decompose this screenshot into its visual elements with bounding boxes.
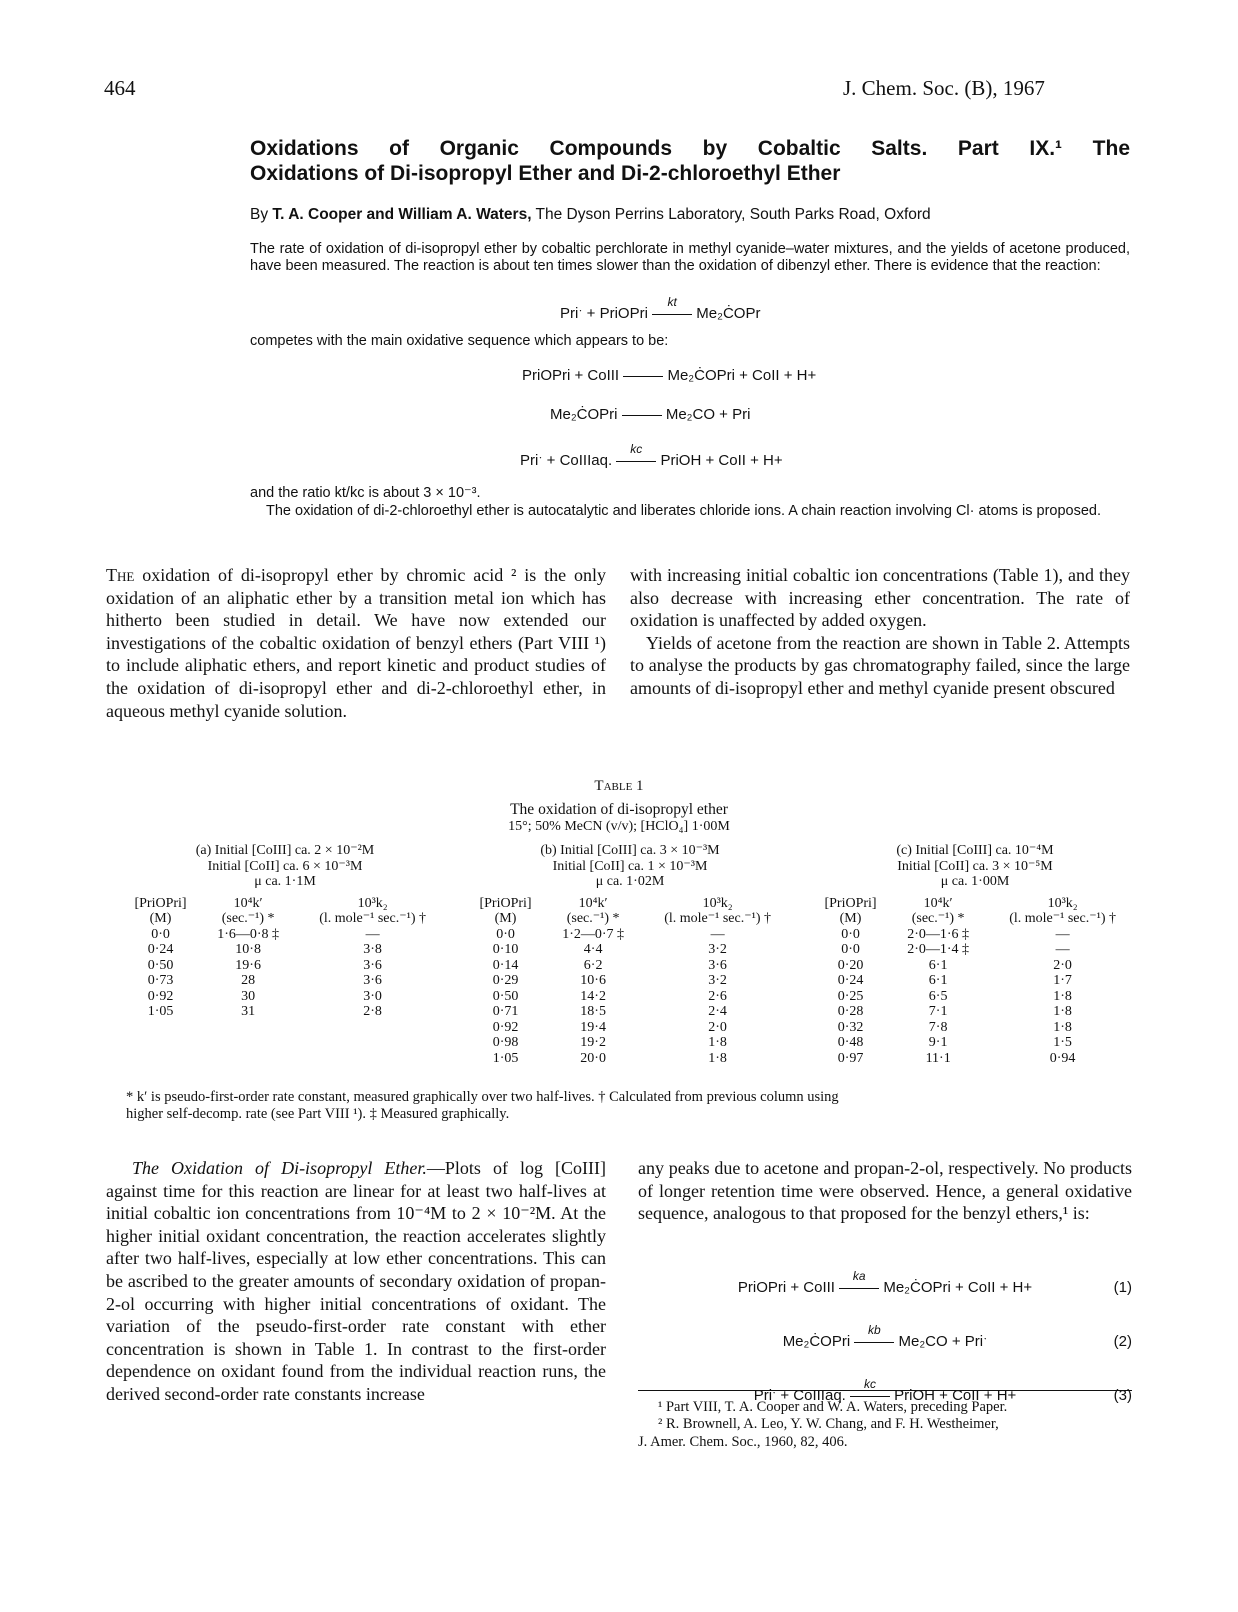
table-cell: 0·71 [492, 1004, 519, 1019]
table-cell: 1·05 [492, 1050, 519, 1066]
table-row [810, 927, 1140, 943]
table-cell: 0·29 [492, 973, 519, 988]
table-cell: 0·0 [151, 926, 170, 942]
table-cell: 1·8 [708, 1050, 727, 1066]
table-header-row [465, 896, 795, 912]
table-cell: 0·28 [837, 1004, 864, 1019]
table-cell: 10·6 [580, 973, 606, 988]
table-cell: 0·0 [841, 942, 860, 957]
table-condition: μ ca. 1·1M [254, 874, 316, 889]
abstract-equation-3 [550, 406, 750, 423]
table-cell: 1·2—0·7 ‡ [562, 926, 625, 942]
table-condition: Initial [CoII] ca. 6 × 10⁻³M [207, 858, 363, 874]
table-condition: (a) Initial [CoIII] ca. 2 × 10⁻²M [195, 843, 375, 858]
table-cell: 1·8 [708, 1035, 727, 1050]
table-cell: 0·24 [837, 973, 864, 988]
reaction-arrow [839, 1268, 879, 1289]
table-cell: 0·50 [147, 957, 174, 973]
table-cell: (M) [149, 911, 172, 926]
intro-column-2-para-2: Yields of acetone from the reaction are shown in Table 2. Attempts to analyse the products by gas chromatography failed, since the large amounts of di-isopropyl ether and methyl cyanide present obscured [630, 632, 1130, 698]
table-row [465, 927, 795, 943]
table-cell: 2·0 [708, 1019, 727, 1035]
table-cell: 31 [241, 1004, 256, 1019]
table-cell: 19·2 [580, 1035, 606, 1050]
table-caption-2: 15°; 50% MeCN (v/v); [HClO₄] 1·00M [508, 819, 730, 834]
footnote-divider [638, 1390, 1132, 1391]
equation-number: (2) [1113, 1333, 1132, 1350]
table-cell: 3·2 [708, 942, 727, 957]
table-cell: 1·8 [1053, 1019, 1072, 1035]
table-cell: 0·48 [837, 1035, 864, 1050]
table-row [465, 1004, 795, 1020]
footnote-1: ¹ Part VIII, T. A. Cooper and W. A. Waters, preceding Paper. [658, 1399, 1008, 1415]
table-set-1 [120, 843, 450, 1066]
table-cell: (M) [494, 911, 517, 926]
table-cell: 0·0 [841, 926, 860, 942]
table-cell: [PriOPri] [479, 895, 532, 911]
title-line-2: Oxidations of Di-isopropyl Ether and Di-2-chloroethyl Ether [250, 162, 841, 185]
table-row [465, 1051, 795, 1067]
reaction-arrow [616, 441, 656, 462]
eq1-rate-constant: kt [667, 294, 677, 309]
table-cell: 19·6 [235, 957, 261, 973]
table-cell: 2·0 [1053, 957, 1072, 973]
table-cell: (l. mole⁻¹ sec.⁻¹) † [1009, 911, 1116, 926]
table-cell: 0·50 [492, 988, 519, 1004]
table-cell: 28 [241, 973, 256, 988]
eq2-right: Me₂ĊOPri + CoII + H+ [667, 367, 817, 384]
table-cell: 6·2 [583, 957, 603, 973]
table-cell: 0·92 [147, 988, 174, 1004]
table-cell: 1·7 [1053, 973, 1072, 988]
equation-right: PriOH + CoII + H+ [890, 1387, 1017, 1404]
table-cell: 0·94 [1049, 1050, 1076, 1066]
table-row [120, 989, 450, 1005]
equation-right: Me₂ĊOPri + CoII + H+ [879, 1279, 1033, 1296]
affiliation: The Dyson Perrins Laboratory, South Parks Road, Oxford [535, 206, 931, 223]
table-cell: 10³k₂ [702, 895, 733, 911]
table-cell: 2·4 [708, 1004, 727, 1019]
intro-lead-word: The [106, 565, 135, 585]
table-row [465, 973, 795, 989]
table-row [810, 989, 1140, 1005]
table-cell: 3·6 [363, 957, 382, 973]
table-cell: 1·8 [1053, 1004, 1072, 1019]
section-column-1-text: —Plots of log [CoIII] against time for this reaction are linear for at least two half-lives at initial cobaltic ion concentrations from 10⁻⁴M to 2 × 10⁻²M. At the higher initial oxidant concentration, the reaction accelerates slightly after two half-lives, especially at low ether concentrations. This can be ascribed to the greater amounts of secondary oxidation of propan-2-ol occurring with higher initial concentrations of oxidant. The variation of the pseudo-first-order rate constant with ether concentration is shown in Table 1. In contrast to the first-order dependence on oxidant found from the individual reaction runs, the derived second-order rate constants increase [106, 1158, 606, 1404]
table-condition: Initial [CoII] ca. 1 × 10⁻³M [552, 858, 708, 874]
table-condition: Initial [CoII] ca. 3 × 10⁻⁵M [897, 858, 1053, 874]
footnote-2a: ² R. Brownell, A. Leo, Y. W. Chang, and F. H. Westheimer, [658, 1416, 999, 1432]
table-cell: 9·1 [928, 1035, 948, 1050]
table-1 [120, 843, 1140, 1066]
abstract-equation-4 [520, 441, 783, 469]
eq4-rate-constant: kc [630, 441, 643, 456]
byline-prefix: By [250, 206, 269, 223]
table-units-row [465, 911, 795, 927]
equation-left: Priˑ + CoIIIaq. [753, 1387, 850, 1404]
eq4-right: PriOH + CoII + H+ [660, 452, 783, 469]
byline [250, 206, 931, 224]
page-number: 464 [104, 76, 136, 100]
table-cell: 19·4 [580, 1019, 606, 1035]
data-table [120, 896, 450, 1020]
table-cell: 10·8 [235, 942, 261, 957]
table-cell: 3·6 [363, 973, 382, 988]
eq3-left: Me₂ĊOPri [550, 406, 618, 423]
table-cell: [PriOPri] [134, 895, 187, 911]
intro-column-2 [630, 564, 1130, 700]
table-cell: (sec.⁻¹) * [911, 911, 965, 926]
table-cell: 6·5 [928, 988, 948, 1004]
table-row [810, 1051, 1140, 1067]
journal-header: J. Chem. Soc. (B), 1967 [843, 76, 1045, 100]
table-cell: 4·4 [583, 942, 603, 957]
table-cell: 2·6 [708, 988, 727, 1004]
section-heading: The Oxidation of Di-isopropyl Ether. [132, 1158, 427, 1178]
reaction-arrow [652, 294, 692, 315]
table-cell: 1·05 [147, 1004, 174, 1019]
table-row [120, 973, 450, 989]
table-units-row [120, 911, 450, 927]
table-cell: 0·73 [147, 973, 174, 988]
table-cell: 30 [241, 988, 256, 1004]
table-row [810, 942, 1140, 958]
table-footnote-1: * k′ is pseudo-first-order rate constant, measured graphically over two half-lives. † Calculated from previous column using [126, 1089, 839, 1105]
table-header-row [810, 896, 1140, 912]
table-cell: 11·1 [925, 1050, 951, 1066]
table-cell: 0·25 [837, 988, 864, 1004]
table-cell: — [1055, 926, 1070, 942]
eq1-right: Me₂ĊOPr [696, 305, 761, 322]
intro-column-1-text: oxidation of di-isopropyl ether by chromic acid ² is the only oxidation of an aliphatic ether by a transition metal ion which has hitherto been studied in detail. We have now extended our investigations of the cobaltic oxidation of benzyl ethers (Part VIII ¹) to include aliphatic ethers, and report kinetic and product studies of the oxidation of di-isopropyl ether and di-2-chloroethyl ether, in aqueous methyl cyanide solution. [106, 565, 606, 721]
table-header-row [120, 896, 450, 912]
table-row [465, 958, 795, 974]
table-cell: 7·1 [928, 1004, 948, 1019]
table-row [810, 1020, 1140, 1036]
reaction-arrow [622, 415, 662, 416]
equation-right: Me₂CO + Priˑ [894, 1333, 988, 1350]
table-cell: 2·0—1·4 ‡ [907, 942, 970, 957]
table-cell: 3·8 [363, 942, 382, 957]
table-cell: — [365, 926, 380, 942]
table-cell: 10⁴k′ [233, 895, 263, 911]
table-cell: 0·20 [837, 957, 864, 973]
abstract-paragraph-3: and the ratio kt/kc is about 3 × 10⁻³. [250, 485, 481, 501]
table-cell: 0·0 [496, 926, 515, 942]
table-units-row [810, 911, 1140, 927]
table-cell: 10⁴k′ [578, 895, 608, 911]
table-cell: 0·14 [492, 957, 519, 973]
table-cell: — [710, 926, 725, 942]
table-cell: 3·0 [363, 988, 382, 1004]
abstract-equation-2 [522, 367, 816, 384]
table-row [810, 1035, 1140, 1051]
table-cell: (M) [839, 911, 862, 926]
title-line-1: Oxidations of Organic Compounds by Cobaltic Salts. Part IX.¹ The [250, 137, 1130, 160]
table-condition: (c) Initial [CoIII] ca. 10⁻⁴M [896, 843, 1054, 858]
data-table [465, 896, 795, 1067]
abstract-paragraph-4: The oxidation of di-2-chloroethyl ether is autocatalytic and liberates chloride ions. A chain reaction involving Cl· atoms is proposed. [266, 503, 1102, 519]
table-row [810, 973, 1140, 989]
rate-constant: kb [868, 1322, 881, 1337]
table-cell: — [1055, 942, 1070, 957]
table-cell: 7·8 [928, 1019, 948, 1035]
table-row [120, 927, 450, 943]
section-column-2: any peaks due to acetone and propan-2-ol, respectively. No products of longer retention time were observed. Hence, a general oxidative sequence, analogous to that proposed for the benzyl ethers,¹ is: [638, 1158, 1132, 1224]
abstract-paragraph-2: competes with the main oxidative sequence which appears to be: [250, 333, 669, 349]
table-label: Table 1 [594, 778, 644, 794]
table-cell: 0·32 [837, 1019, 864, 1035]
table-cell: (sec.⁻¹) * [221, 911, 275, 926]
table-cell: 1·8 [1053, 988, 1072, 1004]
eq1-left: Priˑ + PriOPri [560, 305, 648, 322]
table-cell: 1·5 [1053, 1035, 1072, 1050]
table-cell: 2·8 [363, 1004, 382, 1019]
table-row [465, 989, 795, 1005]
reaction-arrow [623, 376, 663, 377]
table-cell: (l. mole⁻¹ sec.⁻¹) † [664, 911, 771, 926]
table-footnote-2: higher self-decomp. rate (see Part VIII ¹). ‡ Measured graphically. [126, 1106, 510, 1122]
equation-1 [638, 1265, 1132, 1319]
table-cell: 0·98 [492, 1035, 519, 1050]
table-condition: μ ca. 1·00M [940, 874, 1010, 889]
table-row [120, 1004, 450, 1020]
table-condition: (b) Initial [CoIII] ca. 3 × 10⁻³M [540, 843, 720, 858]
table-row [465, 942, 795, 958]
table-cell: 10³k₂ [357, 895, 388, 911]
equation-left: Me₂ĊOPri [782, 1333, 855, 1350]
equation-left: PriOPri + CoIII [737, 1279, 840, 1296]
table-row [810, 1004, 1140, 1020]
table-cell: 0·10 [492, 942, 519, 957]
table-cell: 0·92 [492, 1019, 519, 1035]
table-cell: (sec.⁻¹) * [566, 911, 620, 926]
table-cell: 1·6—0·8 ‡ [217, 926, 280, 942]
intro-column-1 [106, 564, 606, 722]
table-cell: 6·1 [928, 957, 948, 973]
table-condition: μ ca. 1·02M [595, 874, 665, 889]
article-title [250, 136, 1130, 186]
data-table [810, 896, 1140, 1067]
authors: T. A. Cooper and William A. Waters, [272, 206, 532, 223]
table-cell: 18·5 [580, 1004, 606, 1019]
table-cell: 3·6 [708, 957, 727, 973]
table-cell: 6·1 [928, 973, 948, 988]
table-cell: 2·0—1·6 ‡ [907, 926, 970, 942]
equation-number: (1) [1113, 1279, 1132, 1296]
section-column-1 [106, 1157, 606, 1406]
table-set-2 [465, 843, 795, 1066]
table-cell: 0·97 [837, 1050, 864, 1066]
table-cell: 3·2 [708, 973, 727, 988]
table-row [465, 1020, 795, 1036]
rate-constant: ka [852, 1268, 866, 1283]
table-cell: 14·2 [580, 988, 606, 1004]
eq2-left: PriOPri + CoIII [522, 367, 620, 384]
table-caption-1: The oxidation of di-isopropyl ether [510, 801, 728, 818]
table-cell: [PriOPri] [824, 895, 877, 911]
reaction-arrow [854, 1322, 894, 1343]
table-cell: 20·0 [580, 1050, 606, 1066]
table-cell: 10³k₂ [1047, 895, 1078, 911]
equation-2 [638, 1319, 1132, 1373]
table-cell: (l. mole⁻¹ sec.⁻¹) † [319, 911, 426, 926]
eq4-left: Priˑ + CoIIIaq. [520, 452, 613, 469]
table-set-3 [810, 843, 1140, 1066]
rate-constant: kc [864, 1376, 876, 1391]
eq3-right: Me₂CO + Pri [665, 406, 751, 423]
equation-number: (3) [1113, 1387, 1132, 1404]
reaction-arrow [850, 1376, 890, 1397]
abstract-paragraph-1: The rate of oxidation of di-isopropyl ether by cobaltic perchlorate in methyl cyanide–water mixtures, and the yields of acetone produced, have been measured. The reaction is about ten times slower than the oxidation of dibenzyl ether. There is evidence that the reaction: [250, 241, 1130, 274]
abstract-equation-1 [560, 294, 761, 322]
footnote-2b: J. Amer. Chem. Soc., 1960, 82, 406. [638, 1434, 848, 1450]
table-cell: 10⁴k′ [923, 895, 953, 911]
table-row [810, 958, 1140, 974]
table-row [120, 958, 450, 974]
table-cell: 0·24 [147, 942, 174, 957]
intro-column-2-para-1: with increasing initial cobaltic ion concentrations (Table 1), and they also decrease with increasing ether concentration. The rate of oxidation is unaffected by added oxygen. [630, 565, 1130, 631]
table-row [120, 942, 450, 958]
table-row [465, 1035, 795, 1051]
